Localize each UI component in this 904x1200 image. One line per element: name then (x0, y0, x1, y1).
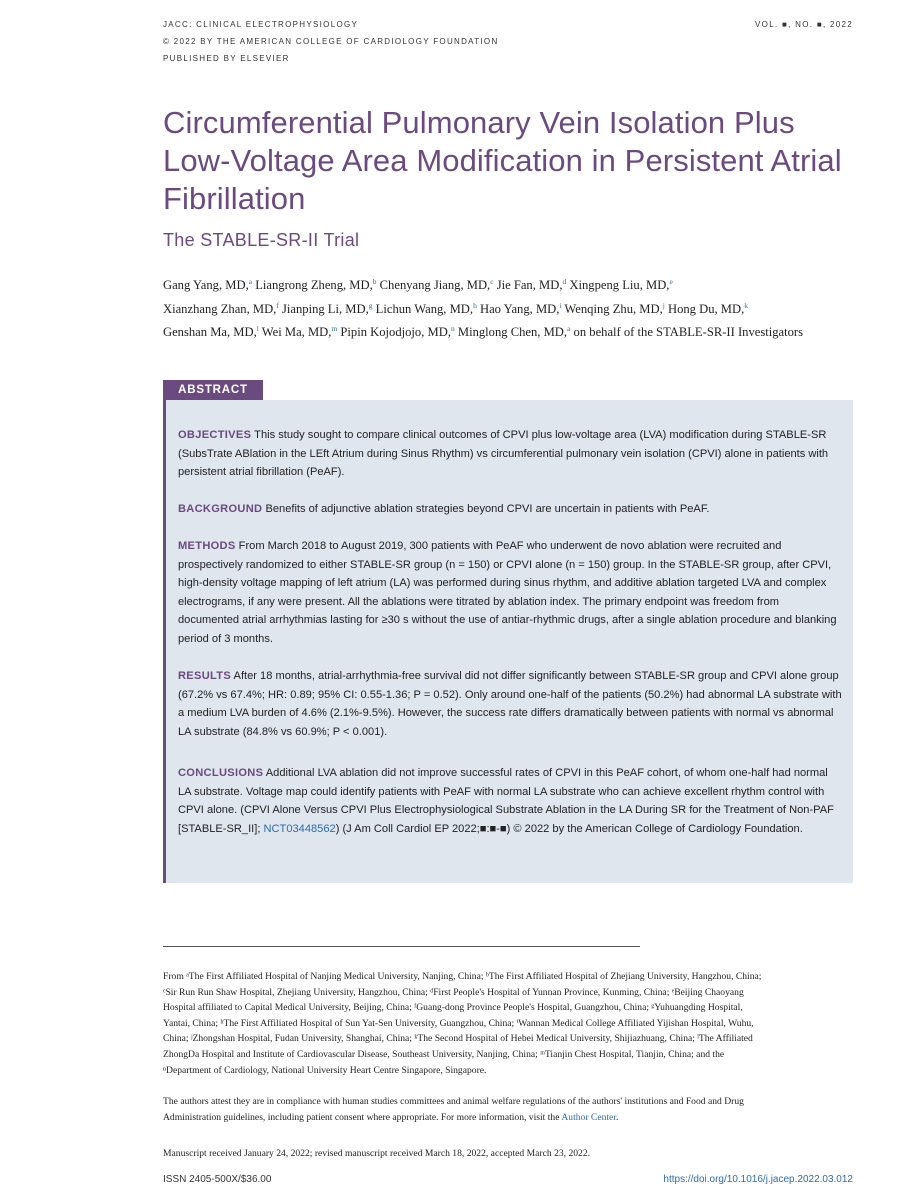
author-name: Hong Du, MD, (667, 301, 745, 316)
author-name: Xingpeng Liu, MD, (569, 278, 670, 292)
author-name: Liangrong Zheng, MD, (255, 278, 373, 292)
author-list (163, 272, 853, 343)
section-text: Additional LVA ablation did not improve successful rates of CPVI in this PeAF cohort, of whom one-half had normal LA substrate. Voltage map could identify patients with PeAF with normal LA substrate who can achieve excellent rhythm control with CPVI alone. (CPVI Alone Versus CPVI Plus Electrophysiological Substrate Ablation in the LA During SR for the Treatment of Non-PAF [STABLE-SR_II]; (178, 767, 834, 835)
abstract-conclusions (178, 764, 843, 838)
section-text: This study sought to compare clinical outcomes of CPVI plus low-voltage area (LVA) modification during STABLE-SR (SubsTrate ABlation in the LEft Atrium during Sinus Rhythm) vs circumferential pulmonary vein isolation (CPVI) alone in patients with persistent atrial fibrillation (PeAF). (178, 429, 829, 479)
affiliation-marker[interactable]: a (248, 277, 253, 286)
abstract-results (178, 667, 843, 741)
section-label: CONCLUSIONS (178, 767, 264, 779)
doi-link[interactable]: https://doi.org/10.1016/j.jacep.2022.03.012 (663, 1174, 853, 1185)
trial-registry-link[interactable]: NCT03448562 (263, 822, 336, 835)
article-subtitle: The STABLE-SR-II Trial (163, 230, 360, 250)
abstract-tab: ABSTRACT (163, 380, 263, 401)
author-name: Wei Ma, MD, (261, 325, 332, 339)
affiliation-marker[interactable]: a (567, 324, 571, 333)
affiliation-marker[interactable]: n (450, 324, 455, 333)
affiliation-marker[interactable]: d (562, 277, 567, 286)
abstract-background (178, 500, 843, 519)
author-name: Lichun Wang, MD, (375, 301, 474, 316)
copyright-line: © 2022 BY THE AMERICAN COLLEGE OF CARDIOLOGY FOUNDATION (163, 37, 499, 46)
abstract-objectives (178, 426, 843, 482)
author-name: Jianping Li, MD, (281, 301, 369, 316)
affiliation-marker[interactable]: k (744, 300, 748, 310)
section-label: METHODS (178, 540, 236, 552)
attestation-footnote (163, 1094, 763, 1125)
section-text: From March 2018 to August 2019, 300 patients with PeAF who underwent de novo ablation were recruited and prospectively randomized to either STABLE-SR group (n = 150) or CPVI alone (n = 150) group. In the STABLE-SR group, after CPVI, high-density voltage mapping of left atrium (LA) was performed during sinus rhythm, and additive ablation targeted LVA and complex electrograms, if any were present. All the ablations were titrated by ablation index. The primary endpoint was freedom from documented atrial arrhythmias lasting for ≥30 s without the use of antiar-rhythmic drugs, after a single ablation procedure and blanking period of 3 months. (178, 540, 837, 645)
attestation-text: The authors attest they are in compliance with human studies committees and animal welfare regulations of the authors' institutions and Food and Drug Administration guidelines, including patient consent where appropriate. For more information, visit the (163, 1096, 744, 1123)
author-center-link[interactable]: Author Center (561, 1111, 616, 1123)
abstract-accent-bar (163, 400, 166, 883)
journal-name: JACC: CLINICAL ELECTROPHYSIOLOGY (163, 20, 359, 29)
affiliation-marker[interactable]: g (368, 300, 373, 310)
section-label: RESULTS (178, 670, 232, 682)
issn-price: ISSN 2405-500X/$36.00 (163, 1174, 272, 1185)
affiliation-marker[interactable]: e (669, 277, 673, 286)
affiliation-marker[interactable]: h (473, 300, 477, 310)
attestation-end: . (615, 1111, 619, 1123)
author-name: Hao Yang, MD, (479, 301, 560, 316)
footnote-divider (163, 946, 640, 947)
author-name: Pipin Kojodjojo, MD, (340, 325, 451, 339)
author-name: Xianzhang Zhan, MD, (163, 301, 277, 316)
author-name: Wenqing Zhu, MD, (564, 301, 663, 316)
author-name: Minglong Chen, MD, (457, 325, 568, 339)
affiliation-marker[interactable]: c (490, 277, 494, 286)
section-text: ) (J Am Coll Cardiol EP 2022;■:■-■) © 2022 by the American College of Cardiology Foundation. (335, 822, 803, 835)
section-text: Benefits of adjunctive ablation strategies beyond CPVI are uncertain in patients with PeAF. (265, 503, 710, 515)
affiliation-marker[interactable]: f (276, 300, 279, 310)
affiliations-footnote: From ᵃThe First Affiliated Hospital of Nanjing Medical University, Nanjing, China; ᵇThe First Affiliated Hospital of Zhejiang University, Hangzhou, China; ᶜSir Run Run Shaw Hospital, Zhejiang University, Hangzhou, China; ᵈFirst People's Hospital of Yunnan Province, Kunming, China; ᵉBeijing Chaoyang Hospital affiliated to Capital Medical University, Beijing, China; ᶠGuang-dong Province People's Hospital, Guangzhou, China; ᵍYuhuangding Hospital, Yantai, China; ʰThe First Affiliated Hospital of Sun Yat-Sen University, Guangzhou, China; ⁱWannan Medical College Affiliated Yijishan Hospital, Wuhu, China; ʲZhongshan Hospital, Fudan University, Shanghai, China; ᵏThe Second Hospital of Hebei Medical University, Shijiazhuang, China; ˡThe Affiliated ZhongDa Hospital and Institute of Cardiovascular Disease, Southeast University, Nanjing, China; ᵐTianjin Chest Hospital, Tianjin, China; and the ⁿDepartment of Cardiology, National University Heart Centre Singapore, Singapore. (163, 971, 762, 1076)
section-label: OBJECTIVES (178, 429, 252, 441)
manuscript-dates: Manuscript received January 24, 2022; revised manuscript received March 18, 2022, accepted March 23, 2022. (163, 1148, 591, 1159)
author-name: Gang Yang, MD, (163, 278, 249, 292)
author-name: Chenyang Jiang, MD, (379, 278, 491, 292)
abstract-methods (178, 537, 843, 649)
author-name: Genshan Ma, MD, (163, 325, 257, 339)
authors-suffix: on behalf of the STABLE-SR-II Investigators (573, 325, 804, 339)
affiliation-marker[interactable]: i (559, 300, 562, 310)
section-text: After 18 months, atrial-arrhythmia-free survival did not differ significantly between STABLE-SR group and CPVI alone group (67.2% vs 67.4%; HR: 0.89; 95% CI: 0.55-1.36; P = 0.52). Only around one-half of the patients (50.2%) had abnormal LA substrate with a medium LVA burden of 4.6% (2.1%-9.5%). However, the success rate differs dramatically between patients with normal vs abnormal LA substrate (84.8% vs 60.9%; P < 0.001). (178, 670, 842, 738)
article-title: Circumferential Pulmonary Vein Isolation Plus Low-Voltage Area Modification in Persistent Atrial Fibrillation (163, 105, 842, 216)
section-label: BACKGROUND (178, 503, 263, 515)
publisher-line: PUBLISHED BY ELSEVIER (163, 54, 290, 63)
author-name: Jie Fan, MD, (496, 278, 563, 292)
affiliation-marker[interactable]: l (256, 324, 259, 333)
affiliation-marker[interactable]: j (662, 300, 665, 310)
affiliation-marker[interactable]: b (372, 277, 377, 286)
volume-info: VOL. ■, NO. ■, 2022 (755, 20, 853, 29)
affiliation-marker[interactable]: m (331, 324, 338, 333)
